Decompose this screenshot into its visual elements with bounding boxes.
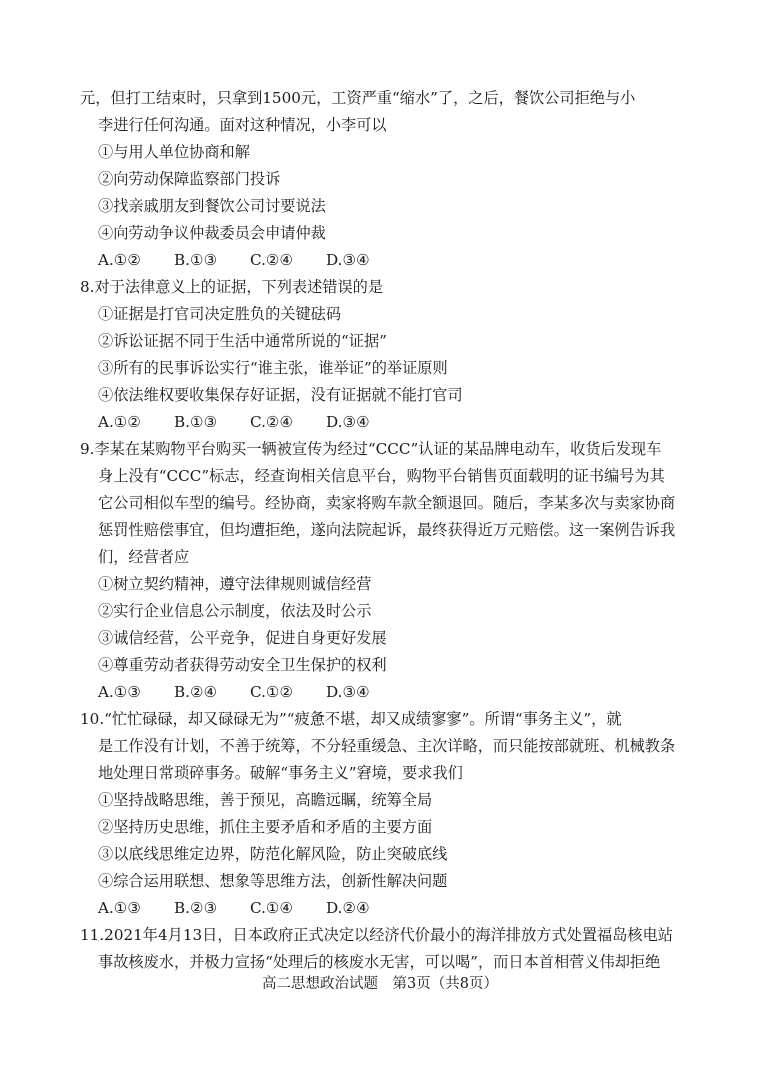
- q10-option-4: ④综合运用联想、想象等思维方法，创新性解决问题: [98, 872, 448, 890]
- q8-stem: 8.对于法律意义上的证据，下列表述错误的是: [80, 278, 384, 296]
- q11-stem-line-2: 事故核废水，并极力宣扬“处理后的核废水无害，可以喝”，而日本首相菅义伟却拒绝: [98, 953, 661, 971]
- q9-choice-a: A.①③: [98, 683, 142, 701]
- q10-choice-c: C.①④: [250, 899, 294, 917]
- q9-option-1: ①树立契约精神，遵守法律规则诚信经营: [98, 575, 372, 593]
- q7-choice-c: C.②④: [250, 251, 294, 269]
- q10-answer-choices: [98, 898, 370, 918]
- q7-line-2: 李进行任何沟通。面对这种情况，小李可以: [98, 116, 387, 134]
- q8-option-1: ①证据是打官司决定胜负的关键砝码: [98, 305, 341, 323]
- q9-stem-line-1: 9.李某在某购物平台购买一辆被宣传为经过“CCC”认证的某品牌电动车，收货后发现车: [80, 440, 662, 458]
- q8-option-3: ③所有的民事诉讼实行“谁主张，谁举证”的举证原则: [98, 359, 448, 377]
- q7-choice-a: A.①②: [98, 251, 142, 269]
- q10-option-3: ③以底线思维定边界，防范化解风险，防止突破底线: [98, 845, 448, 863]
- q9-stem-line-2: 身上没有“CCC”标志，经查询相关信息平台，购物平台销售页面载明的证书编号为其: [98, 467, 665, 485]
- q8-choice-c: C.②④: [250, 413, 294, 431]
- q8-choice-d: D.③④: [326, 413, 370, 431]
- q9-stem-line-4: 惩罚性赔偿事宜，但均遭拒绝，遂向法院起诉，最终获得近万元赔偿。这一案例告诉我: [98, 521, 676, 539]
- q10-choice-d: D.②④: [326, 899, 370, 917]
- q10-option-1: ①坚持战略思维，善于预见，高瞻远瞩，统筹全局: [98, 791, 433, 809]
- q10-choice-a: A.①③: [98, 899, 142, 917]
- q10-stem-line-2: 是工作没有计划，不善于统筹，不分轻重缓急、主次详略，而只能按部就班、机械教条: [98, 737, 676, 755]
- q9-stem-line-3: 它公司相似车型的编号。经协商，卖家将购车款全额退回。随后，李某多次与卖家协商: [98, 494, 676, 512]
- q10-choice-b: B.②③: [174, 899, 218, 917]
- q7-answer-choices: [98, 250, 370, 270]
- q9-choice-c: C.①②: [250, 683, 294, 701]
- q9-option-2: ②实行企业信息公示制度，依法及时公示: [98, 602, 372, 620]
- q7-option-4: ④向劳动争议仲裁委员会申请仲裁: [98, 224, 326, 242]
- q8-choice-b: B.①③: [174, 413, 218, 431]
- q10-option-2: ②坚持历史思维，抓住主要矛盾和矛盾的主要方面: [98, 818, 433, 836]
- q7-option-2: ②向劳动保障监察部门投诉: [98, 170, 281, 188]
- q10-stem-line-1: 10.“忙忙碌碌，却又碌碌无为”“疲惫不堪，却又成绩寥寥”。所谓“事务主义”，就: [80, 710, 622, 728]
- q11-stem-line-1: 11.2021年4月13日，日本政府正式决定以经济代价最小的海洋排放方式处置福岛核电站: [80, 926, 673, 944]
- q9-answer-choices: [98, 682, 370, 702]
- q9-option-3: ③诚信经营，公平竞争，促进自身更好发展: [98, 629, 387, 647]
- q9-choice-d: D.③④: [326, 683, 370, 701]
- q7-option-1: ①与用人单位协商和解: [98, 143, 250, 161]
- q9-option-4: ④尊重劳动者获得劳动安全卫生保护的权利: [98, 656, 387, 674]
- page-footer: 高二思想政治试题 第3页（共8页）: [262, 976, 498, 992]
- q10-stem-line-3: 地处理日常琐碎事务。破解“事务主义”窘境，要求我们: [98, 764, 463, 782]
- q7-choice-b: B.①③: [174, 251, 218, 269]
- q8-choice-a: A.①②: [98, 413, 142, 431]
- q7-choice-d: D.③④: [326, 251, 370, 269]
- q7-line-1: 元，但打工结束时，只拿到1500元，工资严重“缩水”了，之后，餐饮公司拒绝与小: [80, 89, 636, 107]
- q9-choice-b: B.②④: [174, 683, 218, 701]
- q7-option-3: ③找亲戚朋友到餐饮公司讨要说法: [98, 197, 326, 215]
- q8-answer-choices: [98, 412, 370, 432]
- q9-stem-line-5: 们，经营者应: [98, 548, 190, 566]
- q8-option-4: ④依法维权要收集保存好证据，没有证据就不能打官司: [98, 386, 463, 404]
- q8-option-2: ②诉讼证据不同于生活中通常所说的“证据”: [98, 332, 387, 350]
